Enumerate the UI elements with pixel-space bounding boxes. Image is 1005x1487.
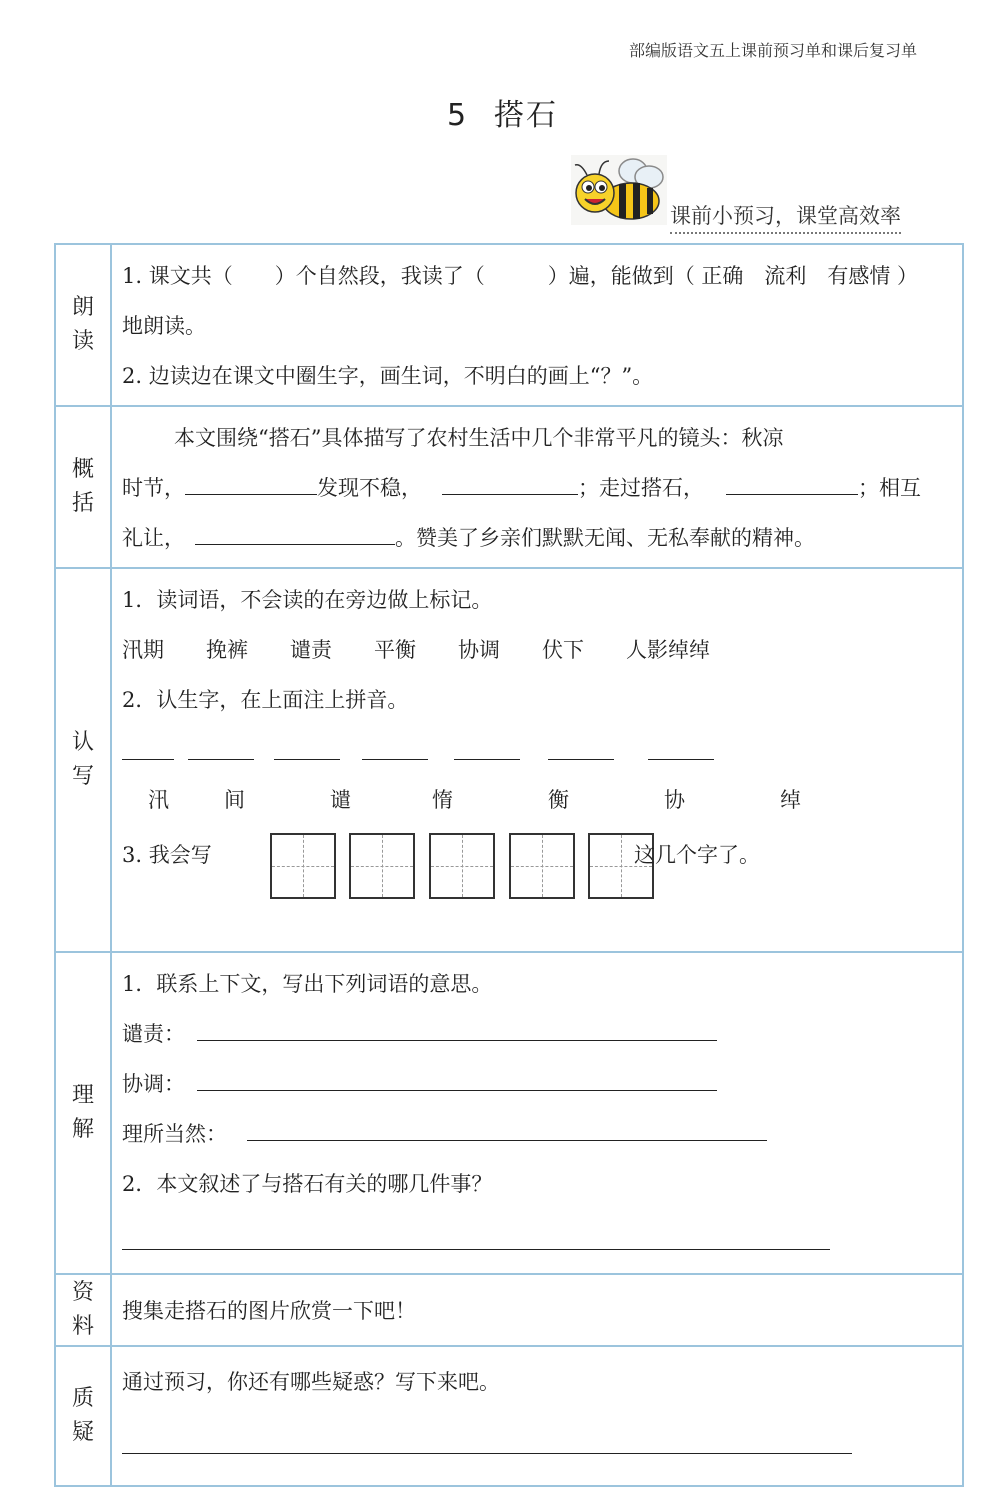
summary-line-1: 本文围绕“搭石”具体描写了农村生活中几个非常平凡的镜头：秋凉	[174, 426, 784, 450]
pinyin-blank[interactable]	[274, 725, 340, 760]
pinyin-blank[interactable]	[362, 725, 428, 760]
term-label: 谴责：	[122, 1022, 185, 1046]
blank-2[interactable]	[442, 468, 578, 495]
summary-text-e: 礼让，	[122, 526, 185, 550]
pinyin-blank[interactable]	[548, 725, 614, 760]
label-reading: 朗 读	[55, 244, 111, 406]
summary-line-3	[122, 513, 954, 563]
section-summary	[111, 406, 963, 568]
writing-q3-suffix: 这几个字了。	[634, 843, 760, 867]
summary-text-d: ；相互	[858, 476, 921, 500]
blank-3[interactable]	[726, 468, 858, 495]
section-reading	[111, 244, 963, 406]
label-materials: 资 料	[55, 1274, 111, 1346]
writing-q3-prefix: 3. 我会写	[122, 843, 212, 867]
writing-grid-box[interactable]	[429, 833, 495, 899]
reading-line-1: 1. 课文共（ ）个自然段，我读了（ ）遍，能做到（ 正确 流利 有感情 ）	[122, 264, 919, 288]
writing-grid-box[interactable]	[349, 833, 415, 899]
pinyin-blank[interactable]	[188, 725, 254, 760]
writing-grid-row	[122, 833, 954, 923]
summary-text-c: ；走过搭石，	[578, 476, 704, 500]
word-item: 伏下	[542, 638, 584, 662]
answer-line[interactable]	[122, 1407, 852, 1454]
label-questions: 质 疑	[55, 1346, 111, 1486]
reading-line-3: 2. 边读边在课文中圈生字，画生词，不明白的画上“？”。	[122, 364, 654, 388]
label-writing: 认 写	[55, 568, 111, 952]
term-row-1	[122, 1009, 954, 1059]
answer-line[interactable]	[197, 1064, 717, 1091]
character: 绰	[780, 788, 801, 812]
word-item: 协调	[458, 638, 500, 662]
reading-line-2: 地朗读。	[122, 314, 206, 338]
term-label: 协调：	[122, 1072, 185, 1096]
answer-row	[122, 1209, 954, 1269]
materials-text: 搜集走搭石的图片欣赏一下吧！	[122, 1299, 416, 1323]
label-understanding: 理 解	[55, 952, 111, 1274]
blank-1[interactable]	[185, 468, 317, 495]
new-characters	[122, 775, 954, 825]
term-row-2	[122, 1059, 954, 1109]
word-list	[122, 625, 954, 675]
section-materials	[111, 1274, 963, 1346]
answer-row	[122, 1407, 954, 1463]
answer-line[interactable]	[247, 1114, 767, 1141]
term-label: 理所当然：	[122, 1122, 227, 1146]
writing-q2: 2．认生字，在上面注上拼音。	[122, 688, 409, 712]
summary-line-2	[122, 463, 954, 513]
word-item: 人影绰绰	[626, 638, 710, 662]
label-summary: 概 括	[55, 406, 111, 568]
questions-text: 通过预习，你还有哪些疑惑？写下来吧。	[122, 1370, 500, 1394]
section-questions	[111, 1346, 963, 1486]
character: 间	[224, 788, 245, 812]
pinyin-blank[interactable]	[454, 725, 520, 760]
writing-grid-box[interactable]	[509, 833, 575, 899]
slogan: 课前小预习，课堂高效率	[670, 200, 901, 234]
header-subtitle: 部编版语文五上课前预习单和课后复习单	[628, 41, 917, 60]
writing-q1: 1．读词语，不会读的在旁边做上标记。	[122, 588, 493, 612]
writing-grid-box[interactable]	[270, 833, 336, 899]
lesson-title: 搭石	[494, 98, 559, 133]
lesson-number: 5	[446, 98, 469, 133]
word-item: 挽裤	[206, 638, 248, 662]
answer-line[interactable]	[197, 1014, 717, 1041]
bee-icon	[571, 155, 667, 225]
word-item: 谴责	[290, 638, 332, 662]
section-understanding	[111, 952, 963, 1274]
summary-text-b: 发现不稳，	[317, 476, 422, 500]
summary-text-f: 。赞美了乡亲们默默无闻、无私奉献的精神。	[395, 526, 815, 550]
word-item: 汛期	[122, 638, 164, 662]
blank-4[interactable]	[195, 518, 395, 545]
character: 惰	[432, 788, 453, 812]
worksheet	[54, 243, 964, 1487]
page-title	[0, 90, 1005, 134]
character: 谴	[330, 788, 351, 812]
understanding-q1: 1．联系上下文，写出下列词语的意思。	[122, 972, 493, 996]
character: 汛	[148, 788, 169, 812]
word-item: 平衡	[374, 638, 416, 662]
pinyin-blanks	[122, 725, 954, 775]
understanding-q2: 2．本文叙述了与搭石有关的哪几件事？	[122, 1172, 493, 1196]
section-writing	[111, 568, 963, 952]
character: 协	[664, 788, 685, 812]
pinyin-blank[interactable]	[122, 725, 174, 760]
summary-text-a: 时节，	[122, 476, 185, 500]
pinyin-blank[interactable]	[648, 725, 714, 760]
character: 衡	[548, 788, 569, 812]
term-row-3	[122, 1109, 954, 1159]
answer-line[interactable]	[122, 1209, 830, 1250]
